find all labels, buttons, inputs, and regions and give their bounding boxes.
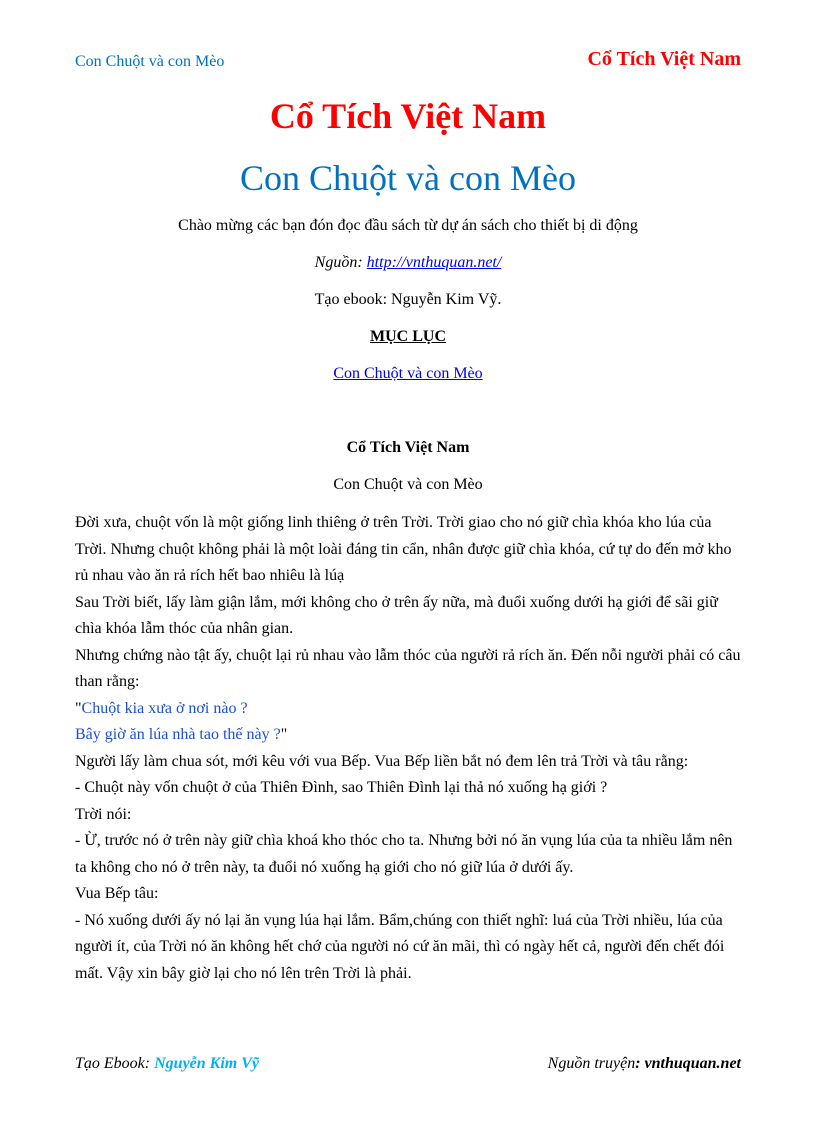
paragraph: - Nó xuống dưới ấy nó lại ăn vụng lúa hại lắm. Bẩm,chúng con thiết nghĩ: luá của Trời nhiều, lúa của người ít, của Trời nó ăn không hết chớ của người nó cứ ăn mãi, thì có ngày hết cả, người đến chết đói mất. Vậy xin bây giờ lại cho nó lên trên Trời là phải. <box>75 911 725 982</box>
section-subheading: Con Chuột và con Mèo <box>333 476 483 493</box>
footer-source-site: vnthuquan.net <box>644 1055 741 1072</box>
paragraph: Nhưng chứng nào tật ấy, chuột lại rủ nhau vào lẫm thóc của người rả rích ăn. Đến nỗi người phải có câu than rằng: <box>75 646 741 690</box>
paragraph: - Ừ, trước nó ở trên này giữ chìa khoá kho thóc cho ta. Nhưng bởi nó ăn vụng lúa của ta nhiều lắm nên ta không cho nó ở trên này, ta đuổi nó xuống hạ giới cho nó giữ lúa ở dưới ấy. <box>75 832 733 876</box>
paragraph: Sau Trời biết, lấy làm giận lắm, mới không cho ở trên ấy nữa, mà đuổi xuống dưới hạ giới để sãi giữ chìa khóa lẫm thóc của nhân gian. <box>75 593 718 637</box>
footer-source-sep: : <box>635 1055 645 1072</box>
page-footer <box>75 1055 741 1077</box>
paragraph: Trời nói: <box>75 805 132 823</box>
quote-line <box>75 722 743 749</box>
paragraph: Vua Bếp tâu: <box>75 885 159 902</box>
paragraph: Người lấy làm chua sót, mới kêu với vua Bếp. Vua Bếp liền bắt nó đem lên trả Trời và tâu rằng: <box>75 752 689 770</box>
source-label: Nguồn: <box>314 254 367 271</box>
footer-source-credit <box>548 1055 741 1073</box>
paragraph: - Chuột này vốn chuột ở của Thiên Đình, sao Thiên Đình lại thả nó xuống hạ giới ? <box>75 779 608 796</box>
toc-item-link[interactable]: Con Chuột và con Mèo <box>333 365 483 382</box>
toc-heading: MỤC LỤC <box>370 328 446 345</box>
welcome-text: Chào mừng các bạn đón đọc đầu sách từ dự án sách cho thiết bị di động <box>178 217 638 234</box>
quote-open-mark: " <box>75 699 82 717</box>
quote-line-2: Bây giờ ăn lúa nhà tao thế này ? <box>75 726 281 743</box>
story-body <box>75 510 743 987</box>
footer-ebook-sep: : <box>144 1055 155 1072</box>
section-heading: Cổ Tích Việt Nam <box>346 439 470 456</box>
footer-source-label: Nguồn truyện <box>547 1055 636 1072</box>
footer-ebook-label: Tạo Ebook <box>75 1055 145 1072</box>
ebook-creator: Tạo ebook: Nguyễn Kim Vỹ. <box>314 291 502 308</box>
quote-close-mark: " <box>280 726 288 743</box>
page-subtitle: Con Chuột và con Mèo <box>240 158 576 198</box>
paragraph: Đời xưa, chuột vốn là một giống linh thiêng ở trên Trời. Trời giao cho nó giữ chìa khóa kho lúa của Trời. Nhưng chuột không phải là một loài đáng tin cẩn, nhân được giữ chìa khóa, cứ tự do đến mở kho rủ nhau vào ăn rả rích hết bao nhiêu là lúạ <box>75 514 732 584</box>
header-collection-title: Cổ Tích Việt Nam <box>587 48 741 70</box>
source-link[interactable]: http://vnthuquan.net/ <box>366 254 502 271</box>
source-line <box>0 253 816 273</box>
quote-line-1: Chuột kia xưa ở nơi nào ? <box>81 699 248 717</box>
footer-ebook-author: Nguyễn Kim Vỹ <box>154 1055 259 1072</box>
running-header <box>75 48 741 78</box>
quote-line <box>75 696 743 723</box>
footer-ebook-credit <box>75 1055 259 1073</box>
header-story-title: Con Chuột và con Mèo <box>75 53 225 70</box>
page-title: Cổ Tích Việt Nam <box>269 96 547 136</box>
